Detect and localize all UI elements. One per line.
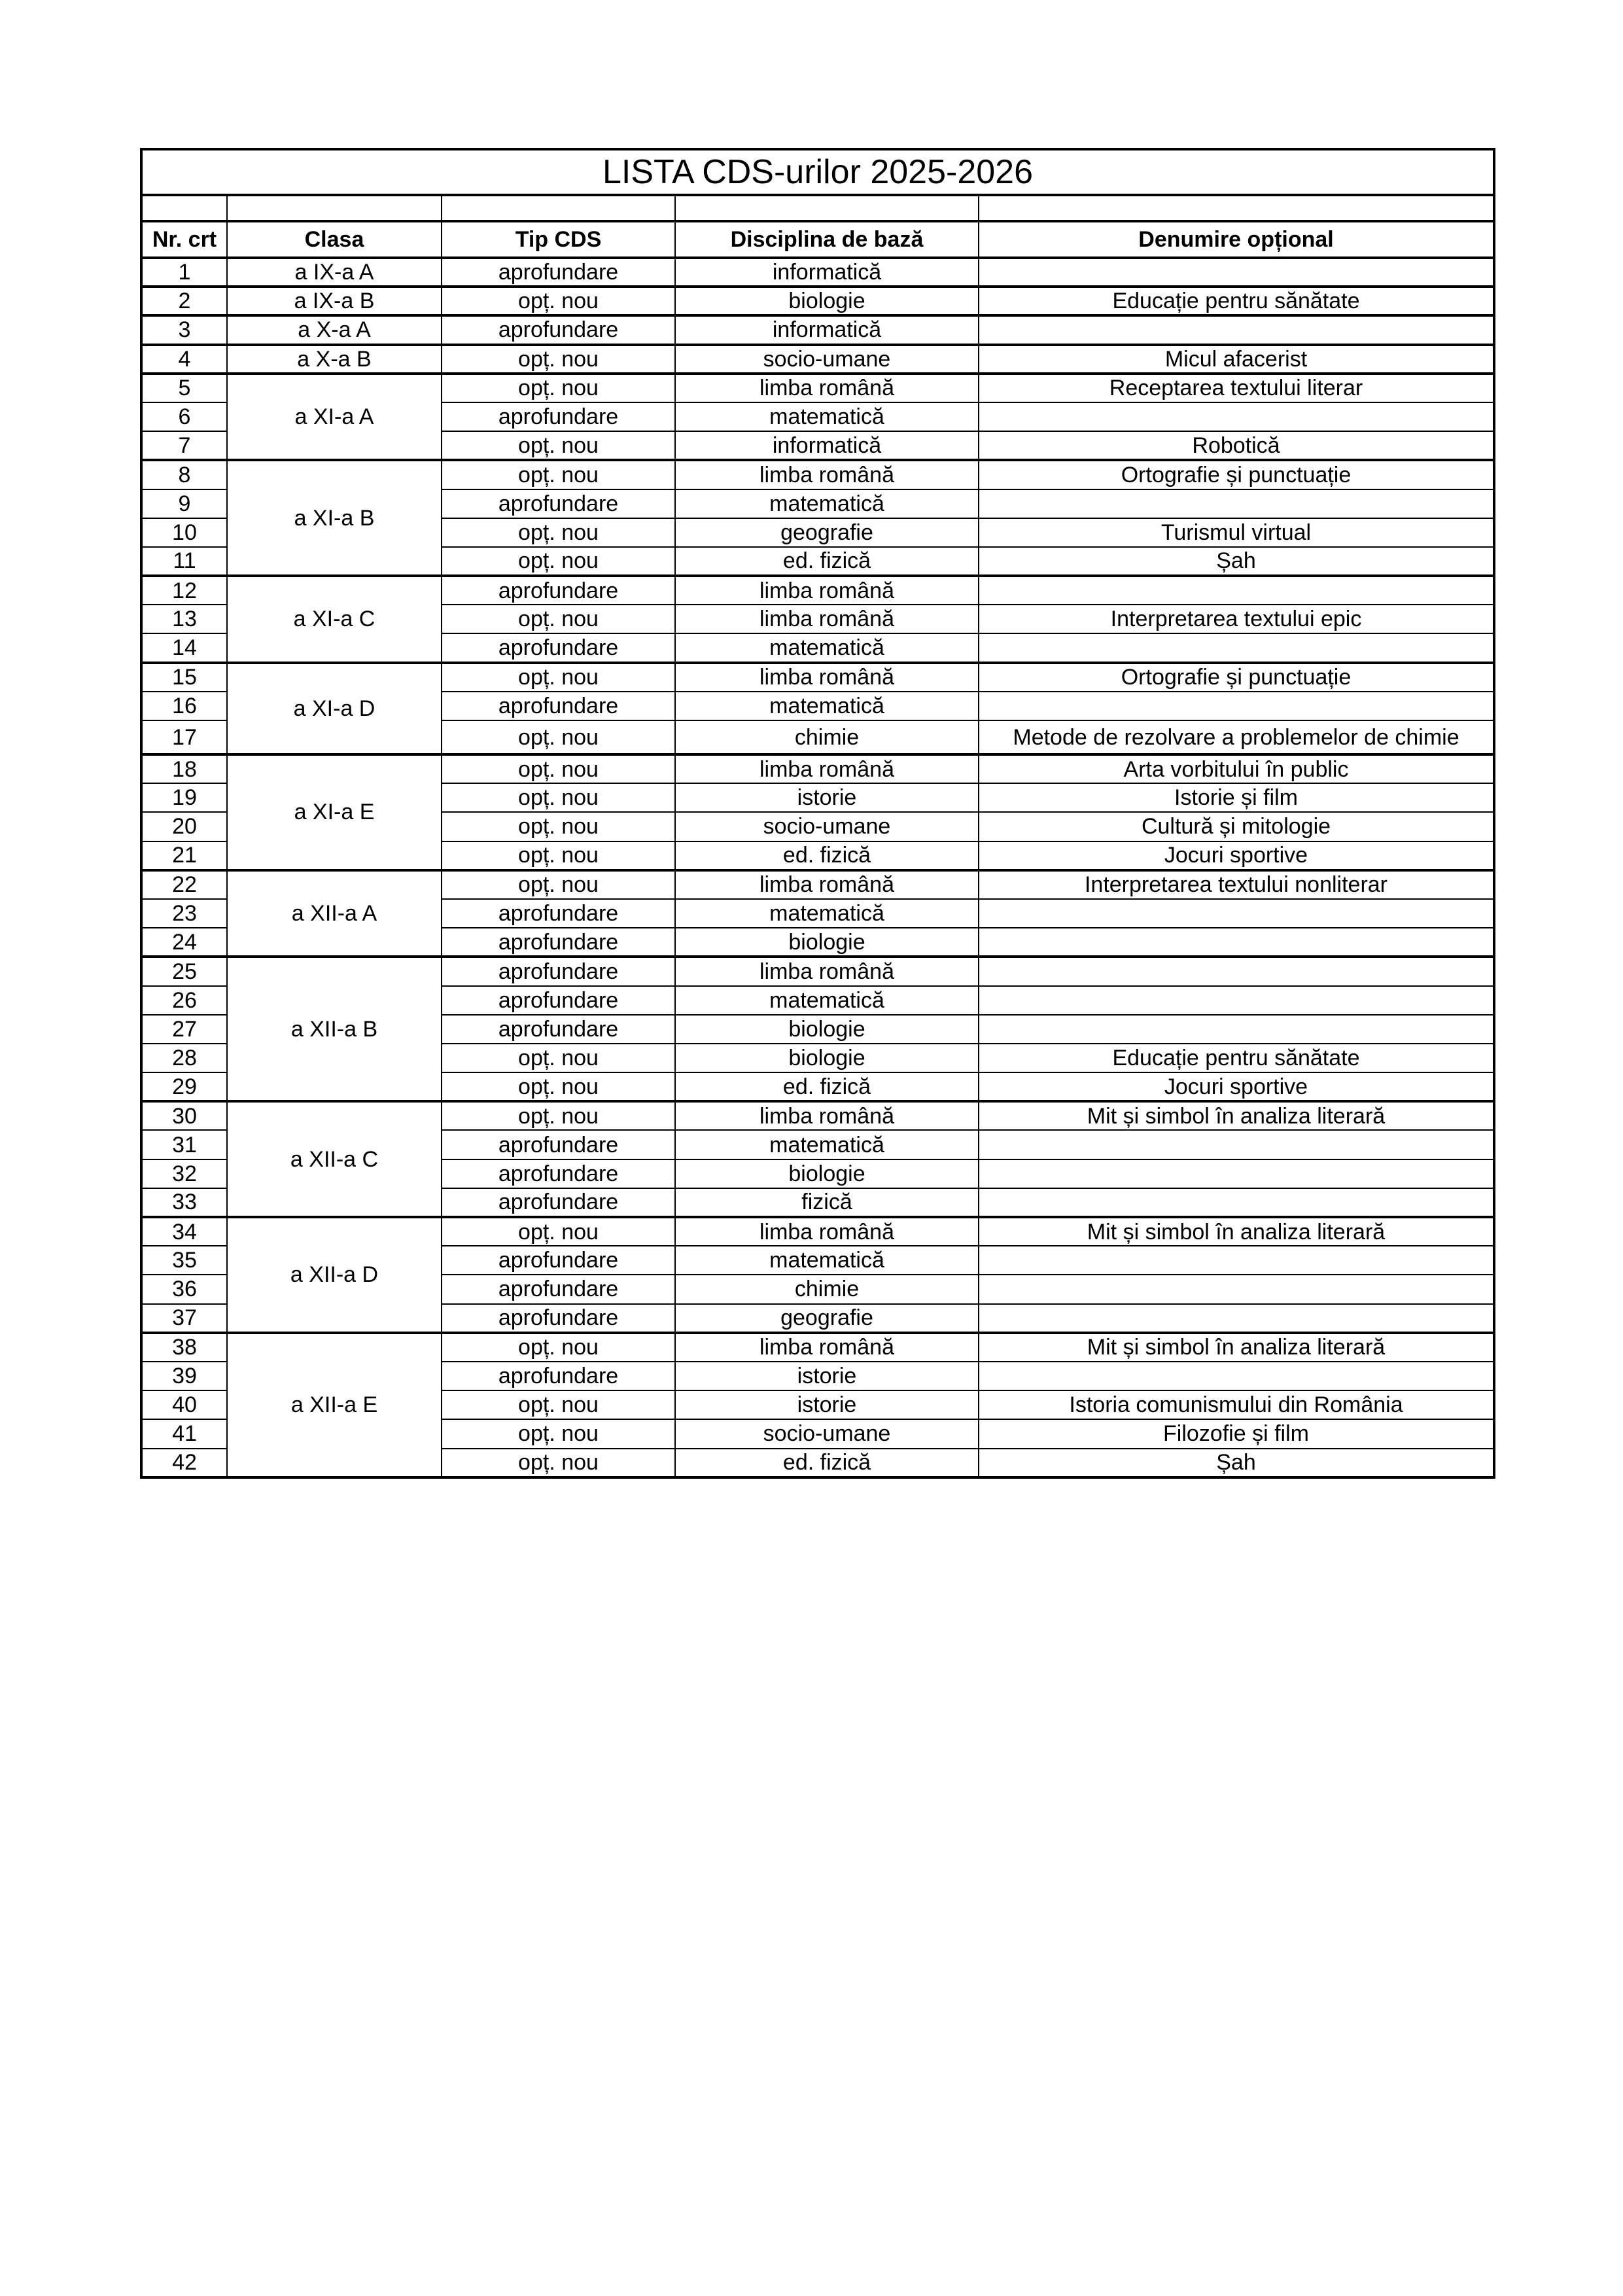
cell-disciplina: biologie [675,1044,979,1072]
table-row [141,576,1494,605]
cell-tip-cds: aprofundare [442,1188,675,1217]
cell-nr-crt: 23 [141,899,227,928]
cell-tip-cds: aprofundare [442,1130,675,1159]
title-row [141,149,1494,195]
cell-clasa: a IX-a A [227,258,442,287]
cell-tip-cds: opț. nou [442,345,675,374]
cell-disciplina: matematică [675,1246,979,1275]
header-denumire: Denumire opțional [979,221,1494,258]
cell-tip-cds: opț. nou [442,720,675,754]
cell-denumire [979,1362,1494,1390]
cell-nr-crt: 3 [141,315,227,344]
cell-disciplina: limba română [675,754,979,783]
table-row [141,374,1494,402]
cell-disciplina: limba română [675,605,979,633]
cell-denumire: Educație pentru sănătate [979,287,1494,315]
cell-denumire: Receptarea textului literar [979,374,1494,402]
cell-tip-cds: aprofundare [442,899,675,928]
cell-disciplina: matematică [675,986,979,1015]
cell-tip-cds: opț. nou [442,518,675,547]
cell-nr-crt: 22 [141,870,227,899]
cell-disciplina: istorie [675,783,979,812]
table-row [141,754,1494,783]
blank-cell [979,195,1494,221]
cell-tip-cds: aprofundare [442,315,675,344]
header-row [141,221,1494,258]
cell-clasa: a XII-a D [227,1217,442,1333]
table-row [141,1217,1494,1246]
cell-denumire [979,1159,1494,1188]
cell-tip-cds: aprofundare [442,402,675,431]
cell-tip-cds: aprofundare [442,489,675,518]
cell-disciplina: geografie [675,1304,979,1333]
cell-nr-crt: 42 [141,1449,227,1477]
cell-disciplina: biologie [675,1159,979,1188]
cell-disciplina: limba română [675,460,979,489]
blank-cell [227,195,442,221]
cell-nr-crt: 6 [141,402,227,431]
cell-nr-crt: 8 [141,460,227,489]
cell-tip-cds: aprofundare [442,692,675,720]
cell-nr-crt: 30 [141,1101,227,1130]
cell-tip-cds: opț. nou [442,783,675,812]
blank-row [141,195,1494,221]
cell-clasa: a XI-a D [227,663,442,754]
cell-disciplina: limba română [675,870,979,899]
cell-tip-cds: opț. nou [442,1449,675,1477]
table-row [141,287,1494,315]
cell-nr-crt: 19 [141,783,227,812]
cell-tip-cds: opț. nou [442,663,675,692]
cell-denumire [979,1304,1494,1333]
header-clasa: Clasa [227,221,442,258]
table-row [141,663,1494,692]
cell-nr-crt: 25 [141,957,227,985]
cell-disciplina: limba română [675,1333,979,1362]
cell-denumire [979,1275,1494,1303]
cell-tip-cds: aprofundare [442,1362,675,1390]
cell-disciplina: matematică [675,899,979,928]
cell-disciplina: informatică [675,258,979,287]
blank-cell [141,195,227,221]
cell-disciplina: chimie [675,720,979,754]
cell-denumire: Istorie și film [979,783,1494,812]
cell-disciplina: biologie [675,1015,979,1044]
cell-denumire [979,489,1494,518]
cell-nr-crt: 31 [141,1130,227,1159]
cell-nr-crt: 33 [141,1188,227,1217]
cell-disciplina: informatică [675,315,979,344]
cell-tip-cds: opț. nou [442,605,675,633]
table-row [141,1333,1494,1362]
cell-clasa: a XII-a A [227,870,442,957]
cell-nr-crt: 13 [141,605,227,633]
cell-tip-cds: opț. nou [442,1217,675,1246]
cell-denumire: Micul afacerist [979,345,1494,374]
cds-table [140,148,1495,1479]
cell-denumire: Robotică [979,431,1494,460]
cell-nr-crt: 17 [141,720,227,754]
cell-nr-crt: 5 [141,374,227,402]
cell-disciplina: fizică [675,1188,979,1217]
cell-nr-crt: 35 [141,1246,227,1275]
cell-nr-crt: 29 [141,1072,227,1101]
cell-disciplina: ed. fizică [675,1449,979,1477]
cell-disciplina: ed. fizică [675,1072,979,1101]
cell-denumire [979,899,1494,928]
cell-denumire: Mit și simbol în analiza literară [979,1217,1494,1246]
cell-tip-cds: opț. nou [442,812,675,841]
cell-disciplina: ed. fizică [675,547,979,576]
cell-disciplina: matematică [675,692,979,720]
cell-tip-cds: aprofundare [442,986,675,1015]
cell-clasa: a X-a B [227,345,442,374]
cell-denumire [979,1188,1494,1217]
cell-disciplina: limba română [675,957,979,985]
table-body [141,258,1494,1477]
cell-disciplina: chimie [675,1275,979,1303]
cell-tip-cds: aprofundare [442,957,675,985]
cell-tip-cds: opț. nou [442,1072,675,1101]
cell-nr-crt: 41 [141,1419,227,1448]
table-row [141,345,1494,374]
cell-tip-cds: opț. nou [442,1101,675,1130]
cell-tip-cds: opț. nou [442,841,675,870]
cell-tip-cds: opț. nou [442,460,675,489]
cell-tip-cds: opț. nou [442,287,675,315]
cell-nr-crt: 9 [141,489,227,518]
header-disciplina: Disciplina de bază [675,221,979,258]
cell-denumire: Istoria comunismului din România [979,1390,1494,1419]
cell-tip-cds: aprofundare [442,1304,675,1333]
cell-nr-crt: 15 [141,663,227,692]
cell-denumire [979,1246,1494,1275]
cell-tip-cds: aprofundare [442,258,675,287]
cell-denumire: Șah [979,547,1494,576]
cell-denumire: Arta vorbitului în public [979,754,1494,783]
cell-tip-cds: aprofundare [442,1015,675,1044]
cell-tip-cds: aprofundare [442,576,675,605]
cell-clasa: a XII-a B [227,957,442,1101]
cell-disciplina: istorie [675,1362,979,1390]
table-row [141,315,1494,344]
cell-tip-cds: aprofundare [442,633,675,662]
cell-nr-crt: 1 [141,258,227,287]
cell-disciplina: informatică [675,431,979,460]
cell-disciplina: limba română [675,374,979,402]
cell-tip-cds: opț. nou [442,754,675,783]
cell-denumire: Mit și simbol în analiza literară [979,1333,1494,1362]
cell-denumire: Interpretarea textului nonliterar [979,870,1494,899]
cell-clasa: a XI-a E [227,754,442,870]
cell-denumire [979,957,1494,985]
cell-nr-crt: 26 [141,986,227,1015]
table-row [141,460,1494,489]
cell-denumire [979,986,1494,1015]
cell-clasa: a IX-a B [227,287,442,315]
cell-denumire: Jocuri sportive [979,1072,1494,1101]
cell-denumire: Jocuri sportive [979,841,1494,870]
cell-clasa: a XI-a C [227,576,442,663]
cell-denumire: Ortografie și punctuație [979,663,1494,692]
cell-clasa: a XII-a C [227,1101,442,1217]
cell-nr-crt: 12 [141,576,227,605]
cell-nr-crt: 38 [141,1333,227,1362]
cell-nr-crt: 20 [141,812,227,841]
cell-nr-crt: 37 [141,1304,227,1333]
cell-denumire: Educație pentru sănătate [979,1044,1494,1072]
cell-clasa: a XI-a A [227,374,442,461]
cell-disciplina: socio-umane [675,812,979,841]
cell-tip-cds: aprofundare [442,928,675,957]
cell-tip-cds: opț. nou [442,547,675,576]
cell-disciplina: matematică [675,489,979,518]
cell-tip-cds: opț. nou [442,374,675,402]
cell-nr-crt: 10 [141,518,227,547]
cell-nr-crt: 36 [141,1275,227,1303]
cell-disciplina: limba română [675,1217,979,1246]
table-title: LISTA CDS-urilor 2025-2026 [141,149,1494,195]
cell-nr-crt: 32 [141,1159,227,1188]
cell-disciplina: socio-umane [675,1419,979,1448]
table-row [141,1101,1494,1130]
cell-tip-cds: aprofundare [442,1159,675,1188]
cell-nr-crt: 39 [141,1362,227,1390]
cell-denumire [979,576,1494,605]
cell-disciplina: matematică [675,633,979,662]
cell-denumire [979,928,1494,957]
cell-denumire: Turismul virtual [979,518,1494,547]
cell-denumire: Mit și simbol în analiza literară [979,1101,1494,1130]
cell-denumire: Cultură și mitologie [979,812,1494,841]
cell-denumire: Interpretarea textului epic [979,605,1494,633]
cell-nr-crt: 14 [141,633,227,662]
cell-disciplina: biologie [675,928,979,957]
cell-nr-crt: 18 [141,754,227,783]
cell-nr-crt: 34 [141,1217,227,1246]
cell-denumire [979,258,1494,287]
cell-disciplina: istorie [675,1390,979,1419]
header-tip-cds: Tip CDS [442,221,675,258]
cell-denumire: Ortografie și punctuație [979,460,1494,489]
cell-tip-cds: opț. nou [442,870,675,899]
blank-cell [442,195,675,221]
table-row [141,870,1494,899]
cell-denumire [979,692,1494,720]
cell-denumire [979,315,1494,344]
cell-nr-crt: 16 [141,692,227,720]
cell-tip-cds: aprofundare [442,1246,675,1275]
cell-tip-cds: opț. nou [442,1333,675,1362]
cell-denumire [979,1130,1494,1159]
cell-disciplina: geografie [675,518,979,547]
cell-tip-cds: opț. nou [442,431,675,460]
cell-nr-crt: 27 [141,1015,227,1044]
cell-denumire: Metode de rezolvare a problemelor de chimie [979,720,1494,754]
cell-disciplina: socio-umane [675,345,979,374]
cell-nr-crt: 11 [141,547,227,576]
cell-nr-crt: 2 [141,287,227,315]
cell-tip-cds: opț. nou [442,1419,675,1448]
cell-disciplina: matematică [675,402,979,431]
cell-clasa: a XI-a B [227,460,442,576]
cell-tip-cds: aprofundare [442,1275,675,1303]
cell-tip-cds: opț. nou [442,1390,675,1419]
cell-denumire: Filozofie și film [979,1419,1494,1448]
cell-disciplina: ed. fizică [675,841,979,870]
cell-denumire [979,633,1494,662]
cell-denumire: Șah [979,1449,1494,1477]
cell-nr-crt: 24 [141,928,227,957]
cell-disciplina: biologie [675,287,979,315]
cell-clasa: a X-a A [227,315,442,344]
blank-cell [675,195,979,221]
table-row [141,957,1494,985]
cell-clasa: a XII-a E [227,1333,442,1477]
cell-disciplina: matematică [675,1130,979,1159]
cell-disciplina: limba română [675,576,979,605]
cell-disciplina: limba română [675,663,979,692]
header-nr-crt: Nr. crt [141,221,227,258]
cell-nr-crt: 40 [141,1390,227,1419]
cell-nr-crt: 4 [141,345,227,374]
cell-nr-crt: 21 [141,841,227,870]
table-row [141,258,1494,287]
cell-disciplina: limba română [675,1101,979,1130]
cell-nr-crt: 28 [141,1044,227,1072]
cell-nr-crt: 7 [141,431,227,460]
cell-denumire [979,402,1494,431]
cell-tip-cds: opț. nou [442,1044,675,1072]
cell-denumire [979,1015,1494,1044]
